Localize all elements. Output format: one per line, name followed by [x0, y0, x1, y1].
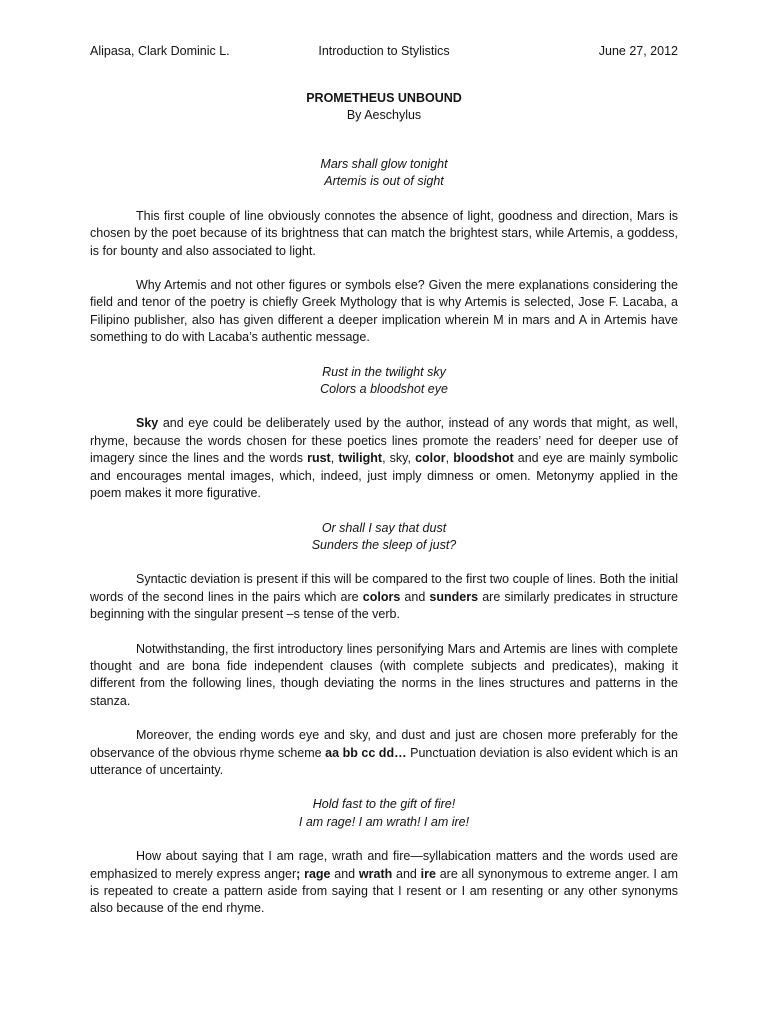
- verse-3: [90, 520, 678, 555]
- paragraph-1: This first couple of line obviously connotes the absence of light, goodness and direction, Mars is chosen by the poet because of its brightness that can match the brightest stars, while Artemis, a goddess, is for bounty and also associated to light.: [90, 208, 678, 258]
- paragraph-3: Sky and eye could be deliberately used by the author, instead of any words that might, as well, rhyme, because the words chosen for these poetics lines promote the readers’ need for deeper use of imagery since the lines and the words rust, twilight, sky, color, bloodshot and eye are mainly symbolic and encourages mental images, which, indeed, just imply dimness or omen. Metonymy applied in the poem makes it more figurative.: [90, 416, 678, 501]
- title-block: [90, 90, 678, 124]
- bold-term: ire: [420, 866, 436, 881]
- header-author: Alipasa, Clark Dominic L.: [90, 44, 230, 58]
- bold-term: ; rage: [296, 866, 331, 881]
- header-date: June 27, 2012: [598, 44, 678, 58]
- bold-term: twilight: [338, 451, 383, 466]
- header-course: Introduction to Stylistics: [318, 44, 450, 58]
- document-byline: By Aeschylus: [346, 108, 422, 122]
- paragraph-5: Notwithstanding, the first introductory lines personifying Mars and Artemis are lines with complete thought and are bona fide independent clauses (with complete subjects and predicates), making it different from the following lines, though deviating the norms in the lines structures and patterns in the stanza.: [90, 641, 678, 708]
- verse-line: Sunders the sleep of just?: [311, 537, 457, 552]
- bold-term: aa bb cc dd…: [325, 745, 407, 760]
- document-body: [90, 156, 678, 935]
- bold-term: bloodshot: [453, 451, 514, 466]
- document-title: PROMETHEUS UNBOUND: [306, 91, 462, 105]
- verse-line: Mars shall glow tonight: [320, 157, 448, 171]
- paragraph-2: Why Artemis and not other figures or symbols else? Given the mere explanations considering the field and tenor of the poetry is chiefly Greek Mythology that is why Artemis is selected, Jose F. Lacaba, a Filipino publisher, also has given different a deeper implication wherein M in mars and A in Artemis have something to do with Lacaba’s authentic message.: [90, 278, 678, 345]
- verse-line: I am rage! I am wrath! I am ire!: [298, 814, 470, 829]
- verse-line: Hold fast to the gift of fire!: [312, 797, 456, 812]
- paragraph-6: Moreover, the ending words eye and sky, and dust and just are chosen more preferably for the observance of the obvious rhyme scheme aa bb cc dd… Punctuation deviation is also evident which is an utterance of uncertainty.: [90, 728, 678, 777]
- paragraph-7: How about saying that I am rage, wrath and fire—syllabication matters and the words used are emphasized to merely express anger; rage and wrath and ire are all synonymous to extreme anger. I am is repeated to create a pattern aside from saying that I resent or I am resenting or any other synonyms also because of the end rhyme.: [90, 849, 679, 916]
- bold-term: rust: [307, 451, 331, 466]
- verse-1: [90, 156, 678, 191]
- paragraph-4: Syntactic deviation is present if this will be compared to the first two couple of lines. Both the initial words of the second lines in the pairs which are colors and sunders are similarly predicates in structure beginning with the singular present –s tense of the verb.: [90, 572, 678, 622]
- verse-4: [90, 796, 678, 831]
- bold-term: color: [415, 451, 446, 466]
- bold-term: sunders: [429, 589, 479, 604]
- verse-line: Or shall I say that dust: [321, 520, 447, 535]
- verse-2: [90, 364, 678, 399]
- bold-term: colors: [362, 589, 401, 604]
- verse-line: Colors a bloodshot eye: [320, 382, 448, 397]
- verse-line: Artemis is out of sight: [324, 174, 444, 189]
- bold-term: wrath: [358, 866, 393, 881]
- page-header: [90, 44, 678, 64]
- verse-line: Rust in the twilight sky: [322, 364, 446, 379]
- bold-term: Sky: [136, 416, 159, 431]
